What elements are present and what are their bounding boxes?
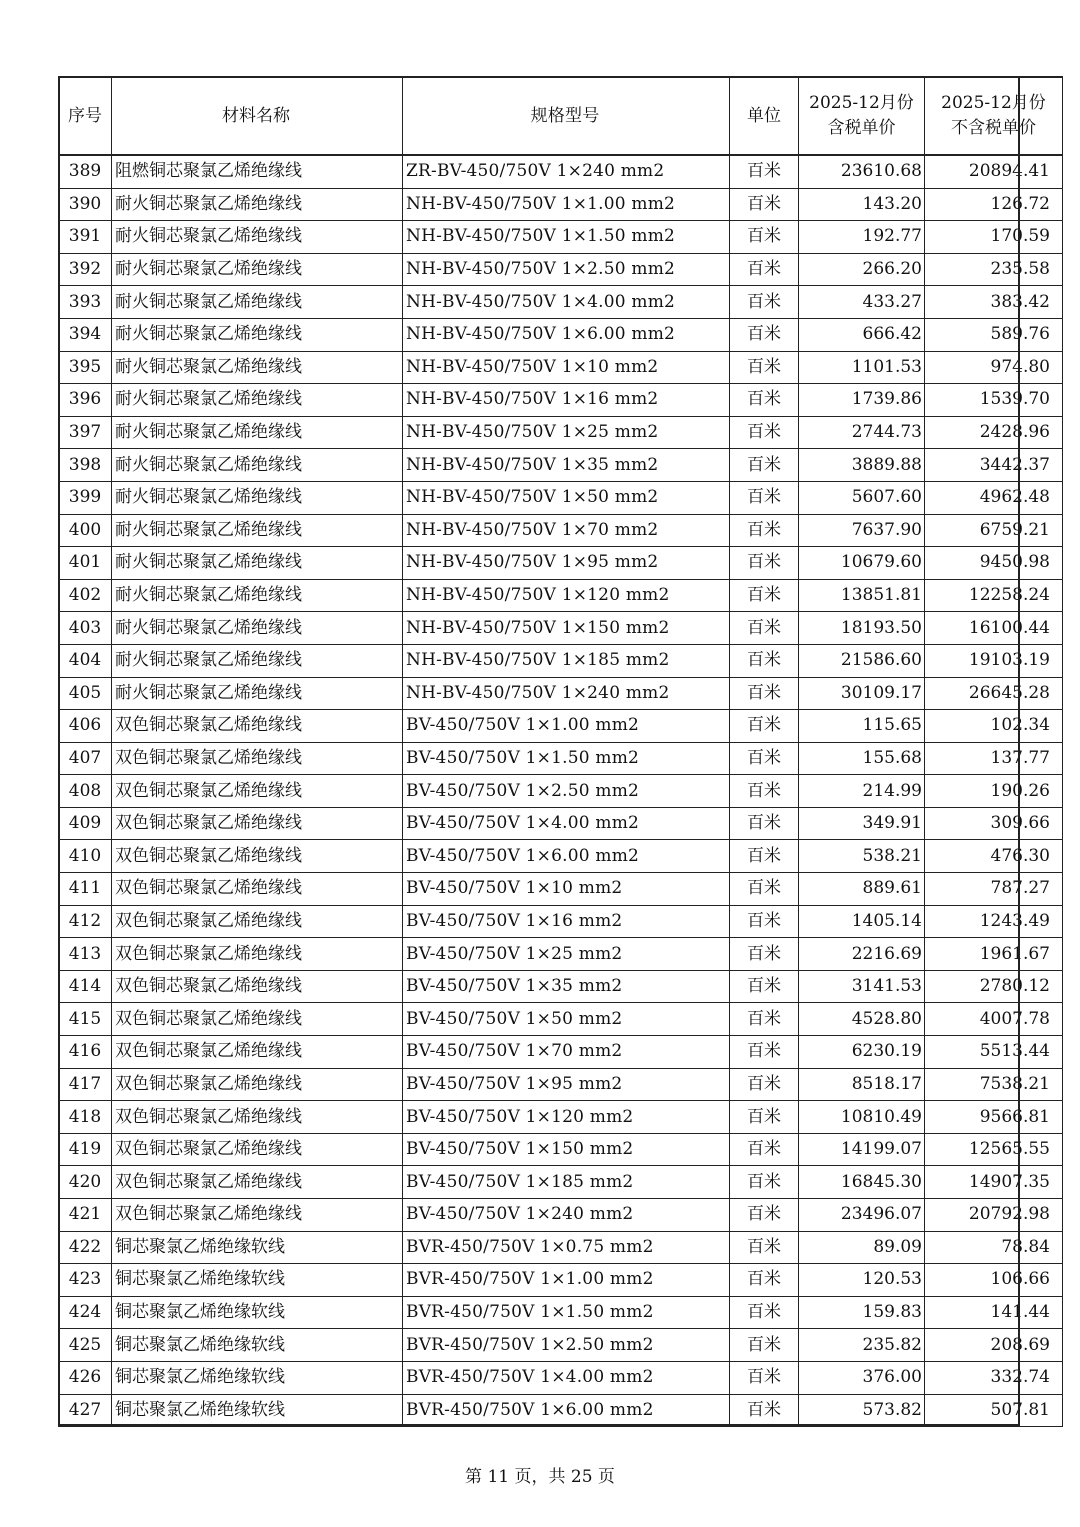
cell-price-net: 170.59 — [925, 221, 1063, 254]
cell-unit: 百米 — [730, 1199, 799, 1232]
cell-price-tax: 159.83 — [799, 1296, 925, 1329]
table-row — [59, 840, 1063, 873]
table-row — [59, 449, 1063, 482]
table-row — [59, 351, 1063, 384]
cell-price-net: 1539.70 — [925, 384, 1063, 417]
cell-unit: 百米 — [730, 1101, 799, 1134]
cell-price-tax: 349.91 — [799, 807, 925, 840]
cell-price-tax: 143.20 — [799, 188, 925, 221]
cell-price-tax: 433.27 — [799, 286, 925, 319]
cell-spec: BV-450/750V 1×150 mm2 — [403, 1133, 730, 1166]
cell-no: 409 — [59, 807, 112, 840]
cell-unit: 百米 — [730, 579, 799, 612]
cell-price-tax: 18193.50 — [799, 612, 925, 645]
cell-price-tax: 889.61 — [799, 873, 925, 906]
cell-name: 双色铜芯聚氯乙烯绝缘线 — [112, 742, 403, 775]
cell-price-net: 78.84 — [925, 1231, 1063, 1264]
cell-name: 铜芯聚氯乙烯绝缘软线 — [112, 1329, 403, 1362]
cell-spec: NH-BV-450/750V 1×10 mm2 — [403, 351, 730, 384]
cell-unit: 百米 — [730, 481, 799, 514]
cell-price-tax: 235.82 — [799, 1329, 925, 1362]
cell-name: 双色铜芯聚氯乙烯绝缘线 — [112, 1133, 403, 1166]
cell-spec: BV-450/750V 1×50 mm2 — [403, 1003, 730, 1036]
cell-unit: 百米 — [730, 742, 799, 775]
cell-price-tax: 23610.68 — [799, 155, 925, 188]
cell-name: 铜芯聚氯乙烯绝缘软线 — [112, 1361, 403, 1394]
cell-no: 412 — [59, 905, 112, 938]
table-row — [59, 1231, 1063, 1264]
table-row — [59, 318, 1063, 351]
header-price-tax — [799, 77, 925, 155]
cell-price-net: 4962.48 — [925, 481, 1063, 514]
cell-price-net: 6759.21 — [925, 514, 1063, 547]
cell-price-net: 2428.96 — [925, 416, 1063, 449]
cell-name: 铜芯聚氯乙烯绝缘软线 — [112, 1296, 403, 1329]
cell-spec: BV-450/750V 1×1.00 mm2 — [403, 710, 730, 743]
cell-no: 417 — [59, 1068, 112, 1101]
table-row — [59, 1329, 1063, 1362]
cell-price-tax: 538.21 — [799, 840, 925, 873]
cell-no: 401 — [59, 547, 112, 580]
cell-price-tax: 89.09 — [799, 1231, 925, 1264]
cell-spec: NH-BV-450/750V 1×120 mm2 — [403, 579, 730, 612]
cell-price-net: 14907.35 — [925, 1166, 1063, 1199]
table-row — [59, 481, 1063, 514]
cell-spec: BV-450/750V 1×10 mm2 — [403, 873, 730, 906]
table-row — [59, 1166, 1063, 1199]
cell-name: 耐火铜芯聚氯乙烯绝缘线 — [112, 253, 403, 286]
cell-no: 397 — [59, 416, 112, 449]
cell-price-net: 26645.28 — [925, 677, 1063, 710]
cell-price-net: 589.76 — [925, 318, 1063, 351]
cell-price-net: 5513.44 — [925, 1036, 1063, 1069]
cell-name: 耐火铜芯聚氯乙烯绝缘线 — [112, 221, 403, 254]
cell-name: 双色铜芯聚氯乙烯绝缘线 — [112, 1003, 403, 1036]
cell-unit: 百米 — [730, 1133, 799, 1166]
table-body — [59, 155, 1063, 1427]
cell-name: 铜芯聚氯乙烯绝缘软线 — [112, 1394, 403, 1427]
cell-price-net: 19103.19 — [925, 644, 1063, 677]
cell-price-tax: 3141.53 — [799, 970, 925, 1003]
cell-price-tax: 120.53 — [799, 1264, 925, 1297]
cell-name: 耐火铜芯聚氯乙烯绝缘线 — [112, 644, 403, 677]
header-price-net — [925, 77, 1063, 155]
cell-price-net: 190.26 — [925, 775, 1063, 808]
cell-spec: NH-BV-450/750V 1×35 mm2 — [403, 449, 730, 482]
cell-price-tax: 30109.17 — [799, 677, 925, 710]
cell-name: 耐火铜芯聚氯乙烯绝缘线 — [112, 318, 403, 351]
cell-spec: BVR-450/750V 1×1.50 mm2 — [403, 1296, 730, 1329]
cell-unit: 百米 — [730, 807, 799, 840]
cell-price-net: 208.69 — [925, 1329, 1063, 1362]
price-table — [58, 76, 1063, 1427]
cell-spec: NH-BV-450/750V 1×16 mm2 — [403, 384, 730, 417]
cell-spec: ZR-BV-450/750V 1×240 mm2 — [403, 155, 730, 188]
cell-no: 399 — [59, 481, 112, 514]
cell-price-tax: 214.99 — [799, 775, 925, 808]
cell-unit: 百米 — [730, 1036, 799, 1069]
cell-name: 耐火铜芯聚氯乙烯绝缘线 — [112, 612, 403, 645]
cell-name: 双色铜芯聚氯乙烯绝缘线 — [112, 970, 403, 1003]
cell-name: 双色铜芯聚氯乙烯绝缘线 — [112, 1166, 403, 1199]
cell-price-net: 20792.98 — [925, 1199, 1063, 1232]
cell-price-tax: 7637.90 — [799, 514, 925, 547]
table-row — [59, 612, 1063, 645]
cell-no: 414 — [59, 970, 112, 1003]
table-row — [59, 1101, 1063, 1134]
cell-unit: 百米 — [730, 155, 799, 188]
header-unit: 单位 — [730, 77, 799, 155]
table-row — [59, 905, 1063, 938]
table-row — [59, 1003, 1063, 1036]
cell-no: 410 — [59, 840, 112, 873]
cell-unit: 百米 — [730, 188, 799, 221]
cell-price-net: 9450.98 — [925, 547, 1063, 580]
cell-price-tax: 266.20 — [799, 253, 925, 286]
cell-price-net: 20894.41 — [925, 155, 1063, 188]
cell-no: 402 — [59, 579, 112, 612]
table-row — [59, 807, 1063, 840]
cell-unit: 百米 — [730, 449, 799, 482]
cell-price-tax: 1101.53 — [799, 351, 925, 384]
cell-spec: BVR-450/750V 1×6.00 mm2 — [403, 1394, 730, 1427]
cell-no: 393 — [59, 286, 112, 319]
cell-unit: 百米 — [730, 1068, 799, 1101]
cell-unit: 百米 — [730, 286, 799, 319]
cell-unit: 百米 — [730, 416, 799, 449]
cell-name: 耐火铜芯聚氯乙烯绝缘线 — [112, 579, 403, 612]
cell-spec: NH-BV-450/750V 1×185 mm2 — [403, 644, 730, 677]
header-name: 材料名称 — [112, 77, 403, 155]
table-row — [59, 1199, 1063, 1232]
table-row — [59, 644, 1063, 677]
cell-price-net: 507.81 — [925, 1394, 1063, 1427]
cell-price-tax: 16845.30 — [799, 1166, 925, 1199]
cell-name: 双色铜芯聚氯乙烯绝缘线 — [112, 873, 403, 906]
cell-unit: 百米 — [730, 1264, 799, 1297]
cell-name: 耐火铜芯聚氯乙烯绝缘线 — [112, 514, 403, 547]
table-row — [59, 1296, 1063, 1329]
header-price-net-line1: 2025-12月份 — [941, 93, 1046, 113]
header-no: 序号 — [59, 77, 112, 155]
table-row — [59, 742, 1063, 775]
cell-name: 耐火铜芯聚氯乙烯绝缘线 — [112, 384, 403, 417]
cell-unit: 百米 — [730, 710, 799, 743]
cell-unit: 百米 — [730, 318, 799, 351]
cell-unit: 百米 — [730, 1329, 799, 1362]
cell-no: 395 — [59, 351, 112, 384]
cell-price-net: 3442.37 — [925, 449, 1063, 482]
cell-price-net: 1961.67 — [925, 938, 1063, 971]
table-row — [59, 547, 1063, 580]
cell-name: 双色铜芯聚氯乙烯绝缘线 — [112, 1199, 403, 1232]
cell-price-net: 16100.44 — [925, 612, 1063, 645]
cell-price-net: 332.74 — [925, 1361, 1063, 1394]
cell-unit: 百米 — [730, 1296, 799, 1329]
cell-name: 阻燃铜芯聚氯乙烯绝缘线 — [112, 155, 403, 188]
cell-spec: NH-BV-450/750V 1×1.50 mm2 — [403, 221, 730, 254]
cell-name: 双色铜芯聚氯乙烯绝缘线 — [112, 807, 403, 840]
cell-no: 421 — [59, 1199, 112, 1232]
cell-spec: BV-450/750V 1×95 mm2 — [403, 1068, 730, 1101]
cell-spec: NH-BV-450/750V 1×150 mm2 — [403, 612, 730, 645]
cell-spec: NH-BV-450/750V 1×240 mm2 — [403, 677, 730, 710]
cell-no: 426 — [59, 1361, 112, 1394]
cell-no: 422 — [59, 1231, 112, 1264]
cell-price-tax: 2744.73 — [799, 416, 925, 449]
cell-name: 耐火铜芯聚氯乙烯绝缘线 — [112, 677, 403, 710]
cell-unit: 百米 — [730, 221, 799, 254]
cell-spec: NH-BV-450/750V 1×2.50 mm2 — [403, 253, 730, 286]
cell-name: 双色铜芯聚氯乙烯绝缘线 — [112, 1101, 403, 1134]
cell-price-tax: 10679.60 — [799, 547, 925, 580]
cell-price-net: 141.44 — [925, 1296, 1063, 1329]
cell-unit: 百米 — [730, 547, 799, 580]
cell-spec: BVR-450/750V 1×4.00 mm2 — [403, 1361, 730, 1394]
cell-spec: NH-BV-450/750V 1×95 mm2 — [403, 547, 730, 580]
cell-name: 铜芯聚氯乙烯绝缘软线 — [112, 1231, 403, 1264]
table-row — [59, 1394, 1063, 1427]
cell-unit: 百米 — [730, 1166, 799, 1199]
cell-no: 403 — [59, 612, 112, 645]
cell-price-tax: 6230.19 — [799, 1036, 925, 1069]
cell-price-net: 4007.78 — [925, 1003, 1063, 1036]
cell-price-tax: 1739.86 — [799, 384, 925, 417]
table-row — [59, 710, 1063, 743]
cell-spec: BV-450/750V 1×6.00 mm2 — [403, 840, 730, 873]
cell-price-net: 787.27 — [925, 873, 1063, 906]
cell-spec: BV-450/750V 1×4.00 mm2 — [403, 807, 730, 840]
cell-price-net: 309.66 — [925, 807, 1063, 840]
cell-spec: BVR-450/750V 1×1.00 mm2 — [403, 1264, 730, 1297]
cell-unit: 百米 — [730, 514, 799, 547]
cell-no: 389 — [59, 155, 112, 188]
cell-no: 408 — [59, 775, 112, 808]
cell-no: 392 — [59, 253, 112, 286]
table-row — [59, 579, 1063, 612]
cell-name: 耐火铜芯聚氯乙烯绝缘线 — [112, 188, 403, 221]
cell-name: 双色铜芯聚氯乙烯绝缘线 — [112, 938, 403, 971]
table-row — [59, 286, 1063, 319]
cell-price-tax: 13851.81 — [799, 579, 925, 612]
cell-spec: BV-450/750V 1×25 mm2 — [403, 938, 730, 971]
cell-name: 耐火铜芯聚氯乙烯绝缘线 — [112, 351, 403, 384]
cell-spec: NH-BV-450/750V 1×6.00 mm2 — [403, 318, 730, 351]
cell-price-net: 974.80 — [925, 351, 1063, 384]
cell-spec: BV-450/750V 1×35 mm2 — [403, 970, 730, 1003]
table-row — [59, 253, 1063, 286]
table-row — [59, 384, 1063, 417]
table-row — [59, 514, 1063, 547]
cell-price-tax: 5607.60 — [799, 481, 925, 514]
cell-price-net: 2780.12 — [925, 970, 1063, 1003]
cell-no: 398 — [59, 449, 112, 482]
header-price-tax-line2: 含税单价 — [827, 118, 896, 138]
table-row — [59, 1068, 1063, 1101]
table-row — [59, 873, 1063, 906]
table-row — [59, 1036, 1063, 1069]
cell-unit: 百米 — [730, 840, 799, 873]
cell-price-tax: 1405.14 — [799, 905, 925, 938]
cell-no: 423 — [59, 1264, 112, 1297]
cell-price-net: 126.72 — [925, 188, 1063, 221]
cell-spec: NH-BV-450/750V 1×4.00 mm2 — [403, 286, 730, 319]
cell-price-net: 12565.55 — [925, 1133, 1063, 1166]
cell-name: 双色铜芯聚氯乙烯绝缘线 — [112, 1036, 403, 1069]
cell-price-net: 235.58 — [925, 253, 1063, 286]
cell-unit: 百米 — [730, 644, 799, 677]
cell-unit: 百米 — [730, 1394, 799, 1427]
cell-no: 396 — [59, 384, 112, 417]
cell-spec: BV-450/750V 1×120 mm2 — [403, 1101, 730, 1134]
cell-spec: BV-450/750V 1×240 mm2 — [403, 1199, 730, 1232]
cell-spec: BV-450/750V 1×16 mm2 — [403, 905, 730, 938]
table-row — [59, 188, 1063, 221]
table-row — [59, 1133, 1063, 1166]
cell-unit: 百米 — [730, 905, 799, 938]
cell-no: 400 — [59, 514, 112, 547]
cell-name: 耐火铜芯聚氯乙烯绝缘线 — [112, 286, 403, 319]
cell-unit: 百米 — [730, 1231, 799, 1264]
cell-price-net: 383.42 — [925, 286, 1063, 319]
header-spec: 规格型号 — [403, 77, 730, 155]
header-row — [59, 77, 1063, 155]
cell-price-net: 476.30 — [925, 840, 1063, 873]
cell-unit: 百米 — [730, 612, 799, 645]
cell-price-net: 137.77 — [925, 742, 1063, 775]
cell-price-tax: 8518.17 — [799, 1068, 925, 1101]
cell-no: 427 — [59, 1394, 112, 1427]
table-row — [59, 155, 1063, 188]
cell-unit: 百米 — [730, 351, 799, 384]
cell-unit: 百米 — [730, 873, 799, 906]
cell-name: 耐火铜芯聚氯乙烯绝缘线 — [112, 481, 403, 514]
cell-price-tax: 14199.07 — [799, 1133, 925, 1166]
cell-unit: 百米 — [730, 1003, 799, 1036]
cell-price-tax: 115.65 — [799, 710, 925, 743]
cell-price-tax: 376.00 — [799, 1361, 925, 1394]
cell-price-net: 102.34 — [925, 710, 1063, 743]
table-row — [59, 970, 1063, 1003]
cell-unit: 百米 — [730, 384, 799, 417]
cell-name: 耐火铜芯聚氯乙烯绝缘线 — [112, 547, 403, 580]
table-row — [59, 775, 1063, 808]
cell-spec: NH-BV-450/750V 1×70 mm2 — [403, 514, 730, 547]
cell-price-tax: 23496.07 — [799, 1199, 925, 1232]
cell-name: 耐火铜芯聚氯乙烯绝缘线 — [112, 416, 403, 449]
cell-no: 411 — [59, 873, 112, 906]
cell-no: 420 — [59, 1166, 112, 1199]
cell-price-net: 7538.21 — [925, 1068, 1063, 1101]
cell-spec: BV-450/750V 1×185 mm2 — [403, 1166, 730, 1199]
cell-no: 424 — [59, 1296, 112, 1329]
cell-no: 406 — [59, 710, 112, 743]
cell-price-tax: 573.82 — [799, 1394, 925, 1427]
cell-no: 391 — [59, 221, 112, 254]
page-footer: 第 11 页，共 25 页 — [465, 1467, 615, 1487]
cell-unit: 百米 — [730, 775, 799, 808]
cell-price-net: 12258.24 — [925, 579, 1063, 612]
cell-spec: NH-BV-450/750V 1×25 mm2 — [403, 416, 730, 449]
cell-no: 418 — [59, 1101, 112, 1134]
cell-no: 394 — [59, 318, 112, 351]
cell-no: 416 — [59, 1036, 112, 1069]
cell-price-tax: 666.42 — [799, 318, 925, 351]
table-row — [59, 1361, 1063, 1394]
table-row — [59, 1264, 1063, 1297]
cell-no: 404 — [59, 644, 112, 677]
cell-price-tax: 4528.80 — [799, 1003, 925, 1036]
cell-name: 双色铜芯聚氯乙烯绝缘线 — [112, 775, 403, 808]
cell-name: 铜芯聚氯乙烯绝缘软线 — [112, 1264, 403, 1297]
cell-unit: 百米 — [730, 970, 799, 1003]
cell-price-tax: 192.77 — [799, 221, 925, 254]
cell-unit: 百米 — [730, 253, 799, 286]
cell-spec: BVR-450/750V 1×0.75 mm2 — [403, 1231, 730, 1264]
cell-no: 405 — [59, 677, 112, 710]
cell-spec: NH-BV-450/750V 1×1.00 mm2 — [403, 188, 730, 221]
cell-price-net: 9566.81 — [925, 1101, 1063, 1134]
cell-name: 耐火铜芯聚氯乙烯绝缘线 — [112, 449, 403, 482]
cell-name: 双色铜芯聚氯乙烯绝缘线 — [112, 840, 403, 873]
cell-name: 双色铜芯聚氯乙烯绝缘线 — [112, 905, 403, 938]
cell-unit: 百米 — [730, 938, 799, 971]
cell-no: 413 — [59, 938, 112, 971]
cell-name: 双色铜芯聚氯乙烯绝缘线 — [112, 1068, 403, 1101]
cell-spec: NH-BV-450/750V 1×50 mm2 — [403, 481, 730, 514]
cell-price-net: 106.66 — [925, 1264, 1063, 1297]
cell-price-tax: 3889.88 — [799, 449, 925, 482]
cell-price-tax: 155.68 — [799, 742, 925, 775]
cell-no: 390 — [59, 188, 112, 221]
table-row — [59, 677, 1063, 710]
cell-price-tax: 10810.49 — [799, 1101, 925, 1134]
cell-no: 419 — [59, 1133, 112, 1166]
table-row — [59, 221, 1063, 254]
cell-price-tax: 21586.60 — [799, 644, 925, 677]
cell-unit: 百米 — [730, 677, 799, 710]
cell-no: 415 — [59, 1003, 112, 1036]
cell-no: 425 — [59, 1329, 112, 1362]
cell-unit: 百米 — [730, 1361, 799, 1394]
cell-price-tax: 2216.69 — [799, 938, 925, 971]
table-row — [59, 416, 1063, 449]
table-row — [59, 938, 1063, 971]
cell-spec: BVR-450/750V 1×2.50 mm2 — [403, 1329, 730, 1362]
cell-name: 双色铜芯聚氯乙烯绝缘线 — [112, 710, 403, 743]
header-price-tax-line1: 2025-12月份 — [809, 93, 914, 113]
header-price-net-line2: 不含税单价 — [951, 118, 1036, 138]
cell-spec: BV-450/750V 1×70 mm2 — [403, 1036, 730, 1069]
cell-spec: BV-450/750V 1×1.50 mm2 — [403, 742, 730, 775]
cell-price-net: 1243.49 — [925, 905, 1063, 938]
cell-spec: BV-450/750V 1×2.50 mm2 — [403, 775, 730, 808]
cell-no: 407 — [59, 742, 112, 775]
